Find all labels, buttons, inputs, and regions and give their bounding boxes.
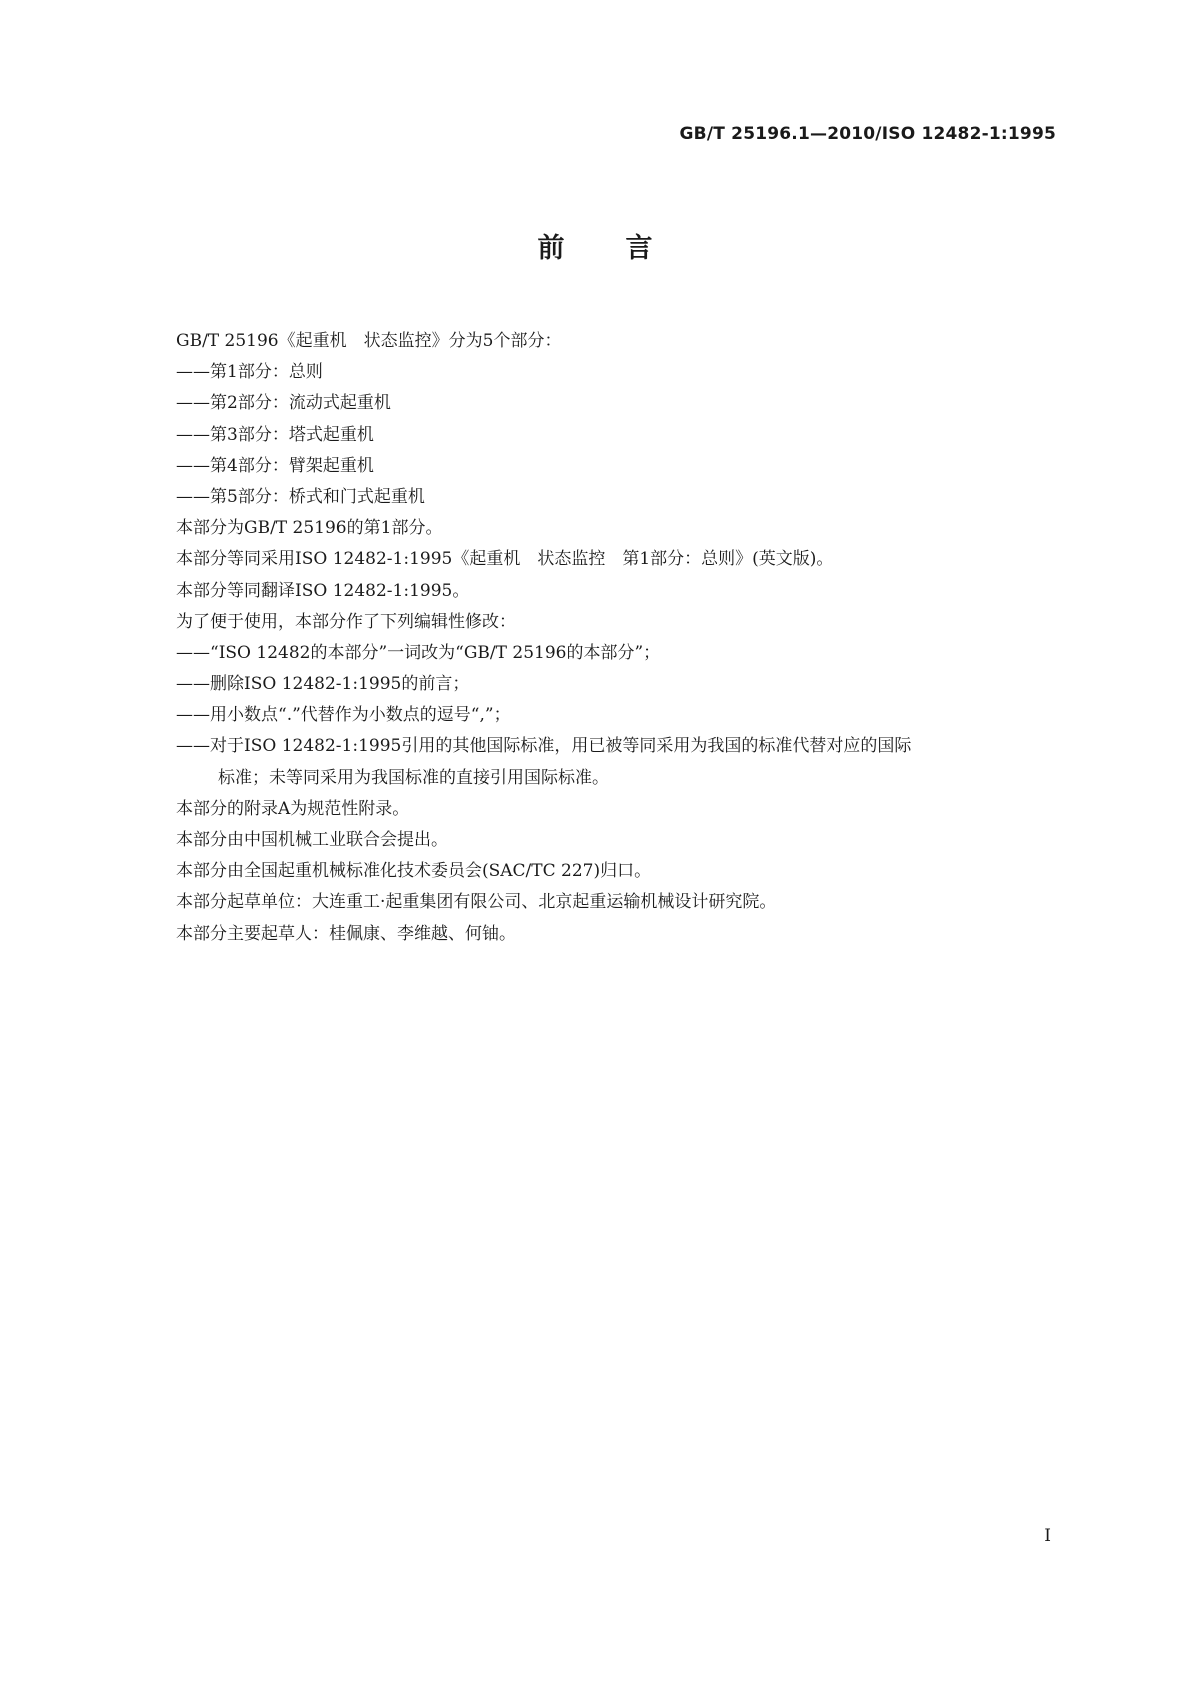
paragraph: 本部分主要起草人：桂佩康、李维越、何铀。 [176,923,516,944]
paragraph: 本部分由全国起重机械标准化技术委员会(SAC/TC 227)归口。 [176,861,652,882]
paragraph: 本部分起草单位：大连重工·起重集团有限公司、北京起重运输机械设计研究院。 [176,892,777,913]
foreword-body [176,326,1056,950]
intro-paragraph: GB/T 25196《起重机 状态监控》分为5个部分： [176,331,562,351]
paragraph: 本部分等同翻译ISO 12482-1:1995。 [176,580,470,601]
part-list-item: ——第5部分：桥式和门式起重机 [176,486,425,507]
page-number: I [1044,1526,1051,1546]
part-list-item: ——第1部分：总则 [176,362,323,383]
part-list-item: ——第4部分：臂架起重机 [176,455,374,476]
title-char-1: 前 [537,233,566,264]
standard-code-header: GB/T 25196.1—2010/ISO 12482-1:1995 [679,124,1056,144]
part-list-item: ——第2部分：流动式起重机 [176,393,391,414]
modification-list-item: ——删除ISO 12482-1:1995的前言； [176,674,470,695]
paragraph: 本部分由中国机械工业联合会提出。 [176,830,448,850]
paragraph: 为了便于使用，本部分作了下列编辑性修改： [176,611,516,632]
part-list-item: ——第3部分：塔式起重机 [176,424,374,445]
page-title [0,226,1191,265]
paragraph: 本部分的附录A为规范性附录。 [176,798,410,819]
modification-list-item: ——“ISO 12482的本部分”一词改为“GB/T 25196的本部分”； [176,642,661,663]
title-char-2: 言 [625,233,654,264]
modification-list-item: ——用小数点“.”代替作为小数点的逗号“,”； [176,705,511,726]
paragraph: 本部分为GB/T 25196的第1部分。 [176,518,443,539]
modification-list-item-continued: 标准；未等同采用为我国标准的直接引用国际标准。 [218,767,609,788]
modification-list-item: ——对于ISO 12482-1:1995引用的其他国际标准，用已被等同采用为我国的标准代替对应的国际 [176,736,912,757]
paragraph: 本部分等同采用ISO 12482-1:1995《起重机 状态监控 第1部分：总则》(英文版)。 [176,549,834,570]
